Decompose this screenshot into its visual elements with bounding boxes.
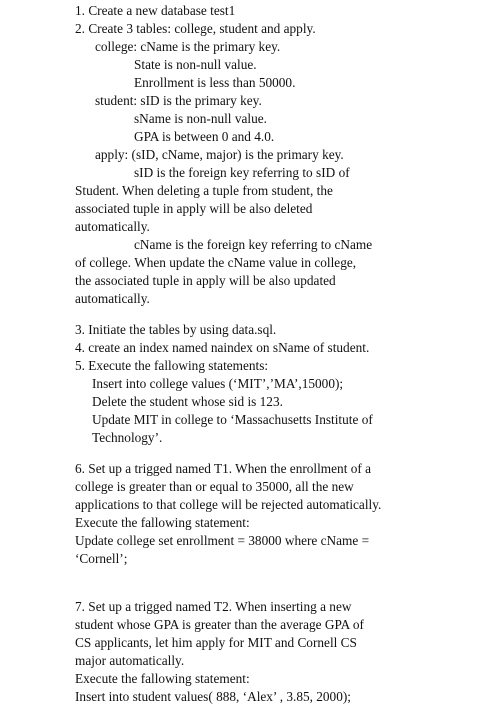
step-4: 4. create an index named naindex on sName of student.: [75, 340, 370, 355]
student-gpa-rule: GPA is between 0 and 4.0.: [134, 129, 275, 144]
student-primary-key: student: sID is the primary key.: [95, 93, 262, 108]
step-7-line-3: CS applicants, let him apply for MIT and Cornell CS: [75, 635, 357, 650]
step-6-line-4: Execute the fallowing statement:: [75, 515, 250, 530]
step-5-insert: Insert into college values (‘MIT’,’MA’,15000);: [92, 376, 344, 391]
item-2-number: 2.: [75, 21, 85, 36]
step-5-update-line-1: Update MIT in college to ‘Massachusetts Institute of: [92, 412, 373, 427]
step-7-line-6: Insert into student values( 888, ‘Alex’ , 3.85, 2000);: [75, 689, 351, 704]
apply-sid-fk-line-1: sID is the foreign key referring to sID of: [134, 165, 350, 180]
apply-cname-fk-line-1: cName is the foreign key referring to cName: [134, 237, 373, 252]
step-6-line-3: applications to that college will be rejected automatically.: [75, 497, 382, 512]
step-5-update-line-2: Technology’.: [92, 430, 163, 445]
apply-sid-fk-line-4: automatically.: [75, 219, 150, 234]
college-state-rule: State is non-null value.: [134, 57, 257, 72]
step-6-line-5: Update college set enrollment = 38000 where cName =: [75, 533, 370, 548]
apply-cname-fk-line-4: automatically.: [75, 291, 150, 306]
item-1-number: 1.: [75, 3, 85, 18]
item-2: [75, 20, 316, 38]
step-7-line-5: Execute the fallowing statement:: [75, 671, 250, 686]
apply-sid-fk-line-3: associated tuple in apply will be also deleted: [75, 201, 313, 216]
step-6-line-2: college is greater than or equal to 35000, all the new: [75, 479, 354, 494]
item-1-text: Create a new database test1: [88, 3, 236, 18]
apply-primary-key: apply: (sID, cName, major) is the primary key.: [95, 147, 344, 162]
step-3: 3. Initiate the tables by using data.sql.: [75, 322, 277, 337]
item-2-text: Create 3 tables: college, student and apply.: [88, 21, 316, 36]
step-7-line-2: student whose GPA is greater than the average GPA of: [75, 617, 364, 632]
step-7-line-1: 7. Set up a trigged named T2. When inserting a new: [75, 599, 352, 614]
college-enrollment-rule: Enrollment is less than 50000.: [134, 75, 296, 90]
step-5-delete: Delete the student whose sid is 123.: [92, 394, 283, 409]
step-5: 5. Execute the fallowing statements:: [75, 358, 269, 373]
item-1: [75, 2, 235, 20]
apply-cname-fk-line-3: the associated tuple in apply will be also updated: [75, 273, 336, 288]
college-primary-key: college: cName is the primary key.: [95, 39, 281, 54]
step-7-line-4: major automatically.: [75, 653, 185, 668]
student-sname-rule: sName is non-null value.: [134, 111, 267, 126]
apply-cname-fk-line-2: of college. When update the cName value in college,: [75, 255, 357, 270]
step-6-line-1: 6. Set up a trigged named T1. When the enrollment of a: [75, 461, 372, 476]
step-6-line-6: ‘Cornell’;: [75, 551, 128, 566]
apply-sid-fk-line-2: Student. When deleting a tuple from student, the: [75, 183, 333, 198]
